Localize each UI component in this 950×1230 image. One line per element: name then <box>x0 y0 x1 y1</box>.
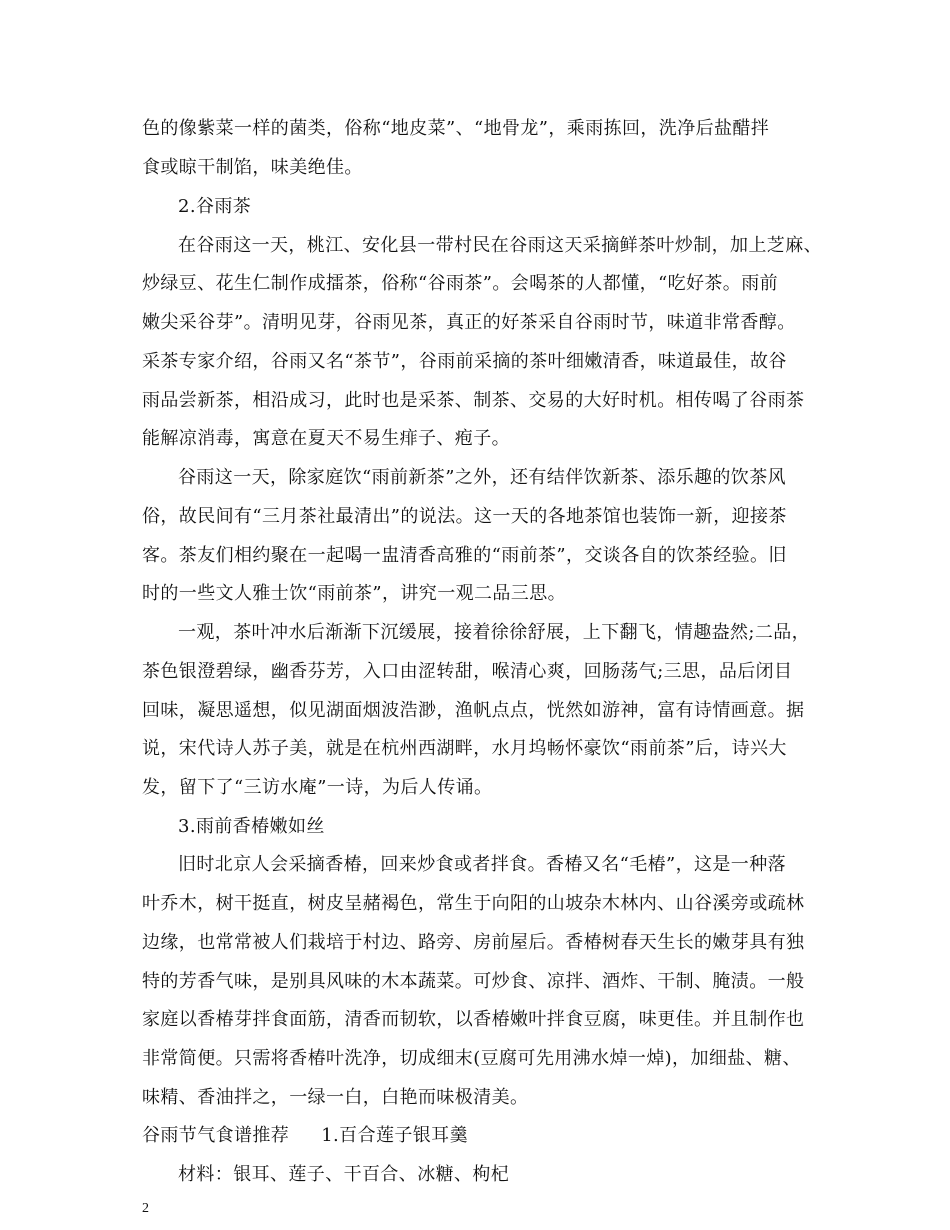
paragraph-line: 能解凉消毒，寓意在夏天不易生痱子、疱子。 <box>142 428 510 449</box>
paragraph-line: 发，留下了“三访水庵”一诗，为后人传诵。 <box>142 777 493 798</box>
paragraph-line: 雨品尝新茶，相沿成习，此时也是采茶、制茶、交易的大好时机。相传喝了谷雨茶 <box>142 390 805 411</box>
paragraph-line: 说，宋代诗人苏子美，就是在杭州西湖畔，水月坞畅怀豪饮“雨前茶”后，诗兴大 <box>142 738 787 759</box>
paragraph-line: 色的像紫菜一样的菌类，俗称“地皮菜”、“地骨龙”，乘雨拣回，洗净后盐醋拌 <box>142 118 770 139</box>
recipe-heading: 谷雨节气食谱推荐 <box>142 1125 290 1146</box>
paragraph-line: 嫩尖采谷芽”。清明见芽，谷雨见茶，真正的好茶采自谷雨时节，味道非常香醇。 <box>142 312 796 333</box>
paragraph-line: 味精、香油拌之，一绿一白，白艳而味极清美。 <box>142 1087 529 1108</box>
paragraph-line: 食或晾干制馅，味美绝佳。 <box>142 157 363 178</box>
paragraph-line: 旧时北京人会采摘香椿，回来炒食或者拌食。香椿又名“毛椿”，这是一种落 <box>178 854 787 875</box>
paragraph-line: 回味，凝思遥想，似见湖面烟波浩渺，渔帆点点，恍然如游神，富有诗情画意。据 <box>142 700 805 721</box>
recipe-heading-line <box>142 1124 468 1148</box>
recipe-title: 1.百合莲子银耳羹 <box>321 1125 468 1146</box>
page-number: 2 <box>142 1201 149 1216</box>
paragraph-line: 俗，故民间有“三月茶社最清出”的说法。这一天的各地茶馆也装饰一新，迎接茶 <box>142 506 787 527</box>
section-heading-chinese-toon: 3.雨前香椿嫩如丝 <box>178 816 325 837</box>
paragraph-line: 一观，茶叶冲水后渐渐下沉缓展，接着徐徐舒展，上下翻飞，情趣盎然;二品， <box>178 622 811 643</box>
paragraph-line: 客。茶友们相约聚在一起喝一盅清香高雅的“雨前茶”，交谈各自的饮茶经验。旧 <box>142 545 787 566</box>
recipe-materials: 材料：银耳、莲子、干百合、冰糖、枸杞 <box>178 1164 510 1185</box>
paragraph-line: 特的芳香气味，是别具风味的木本蔬菜。可炒食、凉拌、酒炸、干制、腌渍。一般 <box>142 971 805 992</box>
paragraph-line: 边缘，也常常被人们栽培于村边、路旁、房前屋后。香椿树春天生长的嫩芽具有独 <box>142 932 805 953</box>
paragraph-line: 采茶专家介绍，谷雨又名“茶节”，谷雨前采摘的茶叶细嫩清香，味道最佳，故谷 <box>142 351 787 372</box>
paragraph-line: 叶乔木，树干挺直，树皮呈赭褐色，常生于向阳的山坡杂木林内、山谷溪旁或疏林 <box>142 893 805 914</box>
paragraph-line: 在谷雨这一天，桃江、安化县一带村民在谷雨这天采摘鲜茶叶炒制，加上芝麻、 <box>178 235 822 256</box>
paragraph-line: 炒绿豆、花生仁制作成擂茶，俗称“谷雨茶”。会喝茶的人都懂，“吃好茶。雨前 <box>142 273 779 294</box>
paragraph-line: 茶色银澄碧绿，幽香芬芳，入口由涩转甜，喉清心爽，回肠荡气;三思，品后闭目 <box>142 661 793 682</box>
section-heading-grain-rain-tea: 2.谷雨茶 <box>178 196 252 217</box>
paragraph-line: 谷雨这一天，除家庭饮“雨前新茶”之外，还有结伴饮新茶、添乐趣的饮茶风 <box>178 467 787 488</box>
paragraph-line: 非常简便。只需将香椿叶洗净，切成细末(豆腐可先用沸水焯一焯)，加细盐、糖、 <box>142 1048 801 1069</box>
paragraph-line: 时的一些文人雅士饮“雨前茶”，讲究一观二品三思。 <box>142 583 567 604</box>
paragraph-line: 家庭以香椿芽拌食面筋，清香而韧软，以香椿嫩叶拌食豆腐，味更佳。并且制作也 <box>142 1009 805 1030</box>
